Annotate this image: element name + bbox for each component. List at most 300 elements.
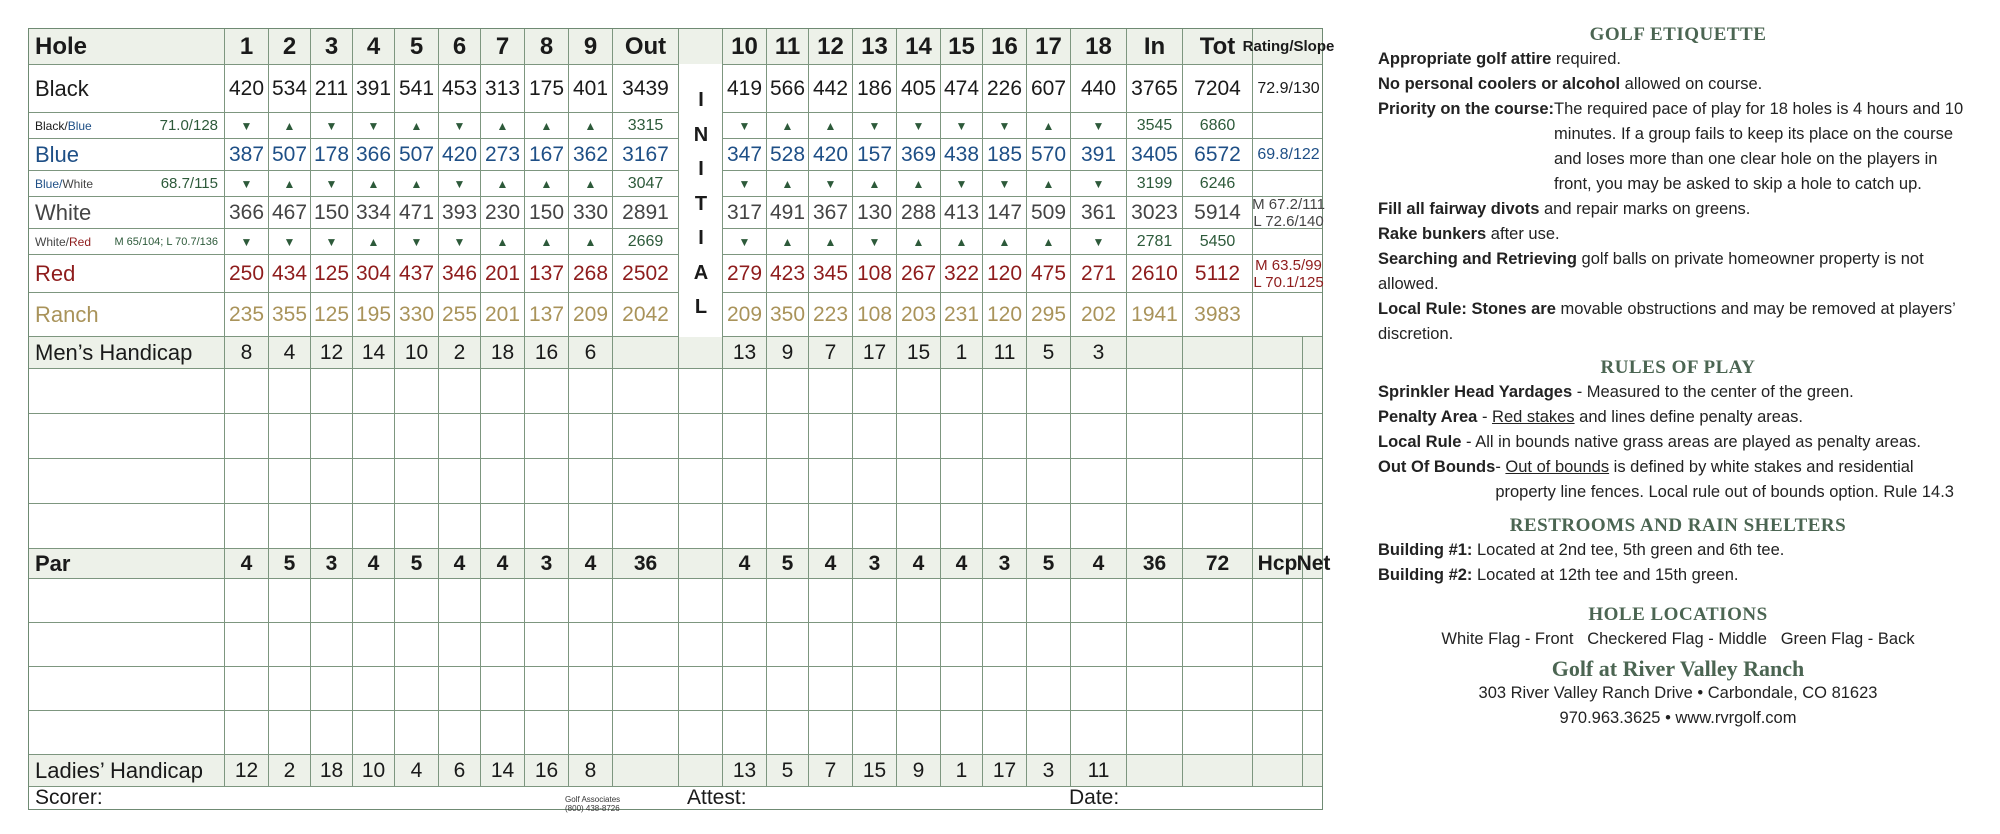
tot-yardage: 7204 <box>1183 65 1253 112</box>
score-entry-cell[interactable] <box>613 369 679 413</box>
empty-cell <box>613 337 679 368</box>
score-entry-cell[interactable] <box>1071 667 1127 710</box>
rules-panel <box>1378 22 1978 731</box>
tee-marker-icon <box>897 171 941 196</box>
score-entry-cell[interactable] <box>941 579 983 622</box>
score-entry-cell[interactable] <box>1303 369 1324 413</box>
score-entry-cell[interactable] <box>897 579 941 622</box>
handicap-value: 12 <box>311 337 353 368</box>
score-entry-cell[interactable] <box>853 711 897 754</box>
combo-tee-name <box>29 229 225 254</box>
yardage: 231 <box>941 293 983 336</box>
score-entry-cell[interactable] <box>311 459 353 503</box>
score-entry-cell[interactable] <box>225 667 269 710</box>
score-entry-cell[interactable] <box>525 579 569 622</box>
score-entry-cell[interactable] <box>29 459 225 503</box>
score-entry-cell[interactable] <box>1127 414 1183 458</box>
score-entry-cell[interactable] <box>897 623 941 666</box>
score-entry-cell[interactable] <box>1183 667 1253 710</box>
score-entry-cell[interactable] <box>1027 369 1071 413</box>
combo-tee-name <box>29 113 225 138</box>
score-entry-cell[interactable] <box>1127 711 1183 754</box>
score-entry-cell[interactable] <box>941 711 983 754</box>
score-entry-cell[interactable] <box>569 623 613 666</box>
initial-column-cell <box>679 667 723 710</box>
par-value: 3 <box>853 549 897 578</box>
hole-number: 7 <box>481 29 525 64</box>
score-entry-cell[interactable] <box>853 667 897 710</box>
tee-marker-icon <box>767 229 809 254</box>
score-entry-cell[interactable] <box>941 459 983 503</box>
score-entry-cell[interactable] <box>767 414 809 458</box>
score-entry-cell[interactable] <box>1303 667 1324 710</box>
score-entry-cell[interactable] <box>613 623 679 666</box>
score-entry-cell[interactable] <box>525 711 569 754</box>
score-entry-cell[interactable] <box>569 414 613 458</box>
score-entry-cell[interactable] <box>569 369 613 413</box>
score-entry-cell[interactable] <box>941 504 983 548</box>
score-entry-cell[interactable] <box>809 623 853 666</box>
hole-header: Hole <box>29 29 225 64</box>
score-entry-cell[interactable] <box>1303 414 1324 458</box>
score-entry-row <box>29 414 1322 459</box>
score-entry-cell[interactable] <box>723 579 767 622</box>
score-entry-cell[interactable] <box>269 369 311 413</box>
score-entry-cell[interactable] <box>983 414 1027 458</box>
score-entry-cell[interactable] <box>1127 623 1183 666</box>
score-entry-cell[interactable] <box>983 369 1027 413</box>
tee-marker-icon <box>1071 229 1127 254</box>
yardage: 317 <box>723 197 767 228</box>
yardage: 401 <box>569 65 613 112</box>
score-entry-cell[interactable] <box>1303 504 1324 548</box>
score-entry-cell[interactable] <box>1127 579 1183 622</box>
yardage: 125 <box>311 255 353 292</box>
score-entry-cell[interactable] <box>1303 579 1324 622</box>
score-entry-cell[interactable] <box>853 459 897 503</box>
score-entry-cell[interactable] <box>897 459 941 503</box>
yardage: 437 <box>395 255 439 292</box>
score-entry-cell[interactable] <box>853 623 897 666</box>
tee-marker-icon <box>269 171 311 196</box>
score-entry-cell[interactable] <box>983 623 1027 666</box>
hole-number: 10 <box>723 29 767 64</box>
score-entry-cell[interactable] <box>1303 711 1324 754</box>
score-entry-cell[interactable] <box>569 711 613 754</box>
score-entry-cell[interactable] <box>723 623 767 666</box>
handicap-value: 3 <box>1027 755 1071 786</box>
score-entry-cell[interactable] <box>809 711 853 754</box>
score-entry-cell[interactable] <box>269 623 311 666</box>
rule-out-of-bounds: Out Of Bounds - Out of bounds is defined by white stakes and residential property line fences. Local rule out of bounds option. Rule 14.3 <box>1378 458 1954 501</box>
score-entry-cell[interactable] <box>311 504 353 548</box>
score-entry-cell[interactable] <box>767 579 809 622</box>
score-entry-cell[interactable] <box>439 579 481 622</box>
score-entry-cell[interactable] <box>1253 711 1303 754</box>
score-entry-cell[interactable] <box>525 459 569 503</box>
handicap-value: 16 <box>525 755 569 786</box>
initial-column-cell <box>679 504 723 548</box>
score-entry-cell[interactable] <box>1253 369 1303 413</box>
tee-marker-icon <box>353 229 395 254</box>
score-entry-cell[interactable] <box>29 504 225 548</box>
score-entry-cell[interactable] <box>481 623 525 666</box>
score-entry-cell[interactable] <box>29 667 225 710</box>
score-entry-cell[interactable] <box>897 711 941 754</box>
score-entry-cell[interactable] <box>613 711 679 754</box>
par-value: 5 <box>1027 549 1071 578</box>
score-entry-cell[interactable] <box>439 667 481 710</box>
yardage: 313 <box>481 65 525 112</box>
score-entry-cell[interactable] <box>723 711 767 754</box>
handicap-value: 5 <box>767 755 809 786</box>
score-entry-cell[interactable] <box>1183 414 1253 458</box>
score-entry-cell[interactable] <box>1183 504 1253 548</box>
score-entry-cell[interactable] <box>941 623 983 666</box>
handicap-value: 18 <box>311 755 353 786</box>
score-entry-cell[interactable] <box>613 414 679 458</box>
score-entry-cell[interactable] <box>481 414 525 458</box>
score-entry-cell[interactable] <box>269 504 311 548</box>
score-entry-cell[interactable] <box>983 579 1027 622</box>
score-entry-cell[interactable] <box>1027 711 1071 754</box>
yardage: 157 <box>853 139 897 170</box>
score-entry-cell[interactable] <box>395 414 439 458</box>
tee-marker-icon <box>723 171 767 196</box>
score-entry-cell[interactable] <box>1253 623 1303 666</box>
score-entry-cell[interactable] <box>897 504 941 548</box>
score-entry-cell[interactable] <box>439 504 481 548</box>
score-entry-cell[interactable] <box>809 369 853 413</box>
score-entry-cell[interactable] <box>353 414 395 458</box>
score-entry-cell[interactable] <box>1071 579 1127 622</box>
score-entry-cell[interactable] <box>353 623 395 666</box>
score-entry-cell[interactable] <box>269 579 311 622</box>
score-entry-cell[interactable] <box>983 504 1027 548</box>
rule-coolers: No personal coolers or alcohol allowed on course. <box>1378 75 1763 93</box>
score-entry-cell[interactable] <box>525 414 569 458</box>
yardage: 541 <box>395 65 439 112</box>
combo-row-white_red <box>29 229 1322 255</box>
combo-tot: 6860 <box>1183 113 1253 138</box>
score-entry-cell[interactable] <box>767 623 809 666</box>
score-entry-row <box>29 623 1322 667</box>
yardage: 420 <box>225 65 269 112</box>
par-out: 36 <box>613 549 679 578</box>
tee-marker-icon <box>767 171 809 196</box>
score-entry-cell[interactable] <box>613 504 679 548</box>
score-entry-cell[interactable] <box>767 369 809 413</box>
yardage: 288 <box>897 197 941 228</box>
score-entry-cell[interactable] <box>225 459 269 503</box>
score-entry-cell[interactable] <box>853 369 897 413</box>
score-entry-cell[interactable] <box>269 459 311 503</box>
yardage: 150 <box>525 197 569 228</box>
score-entry-cell[interactable] <box>439 459 481 503</box>
scorecard <box>28 28 1335 813</box>
score-entry-cell[interactable] <box>29 623 225 666</box>
out-yardage: 3167 <box>613 139 679 170</box>
score-entry-cell[interactable] <box>723 504 767 548</box>
score-entry-cell[interactable] <box>1071 504 1127 548</box>
attest-label: Attest: <box>687 785 747 809</box>
score-entry-cell[interactable] <box>1071 414 1127 458</box>
score-entry-cell[interactable] <box>941 414 983 458</box>
yardage: 120 <box>983 293 1027 336</box>
score-entry-cell[interactable] <box>1183 623 1253 666</box>
score-entry-cell[interactable] <box>983 459 1027 503</box>
score-entry-cell[interactable] <box>983 667 1027 710</box>
handicap-value: 13 <box>723 337 767 368</box>
score-entry-cell[interactable] <box>1183 711 1253 754</box>
score-entry-cell[interactable] <box>525 504 569 548</box>
handicap-value: 5 <box>1027 337 1071 368</box>
score-entry-cell[interactable] <box>809 667 853 710</box>
score-entry-cell[interactable] <box>1253 504 1303 548</box>
score-entry-cell[interactable] <box>311 369 353 413</box>
score-entry-cell[interactable] <box>225 414 269 458</box>
score-entry-cell[interactable] <box>395 369 439 413</box>
score-entry-cell[interactable] <box>311 711 353 754</box>
score-entry-cell[interactable] <box>481 711 525 754</box>
tee-marker-icon <box>809 113 853 138</box>
rule-divots: Fill all fairway divots and repair marks on greens. <box>1378 200 1751 218</box>
tee-marker-icon <box>439 171 481 196</box>
tee-marker-icon <box>1027 171 1071 196</box>
score-entry-cell[interactable] <box>569 459 613 503</box>
tee-marker-icon <box>983 229 1027 254</box>
score-entry-cell[interactable] <box>1253 459 1303 503</box>
yardage: 366 <box>353 139 395 170</box>
score-entry-cell[interactable] <box>767 711 809 754</box>
yardage: 434 <box>269 255 311 292</box>
score-entry-cell[interactable] <box>439 369 481 413</box>
par-value: 4 <box>569 549 613 578</box>
score-entry-cell[interactable] <box>269 711 311 754</box>
score-entry-cell[interactable] <box>225 579 269 622</box>
score-entry-cell[interactable] <box>723 667 767 710</box>
score-entry-cell[interactable] <box>767 459 809 503</box>
yardage: 330 <box>569 197 613 228</box>
score-entry-cell[interactable] <box>311 579 353 622</box>
rating-slope-empty <box>1253 229 1324 254</box>
combo-row-black_blue <box>29 113 1322 139</box>
score-entry-cell[interactable] <box>353 369 395 413</box>
score-entry-cell[interactable] <box>353 667 395 710</box>
out-yardage: 2042 <box>613 293 679 336</box>
score-entry-cell[interactable] <box>225 711 269 754</box>
score-entry-cell[interactable] <box>1253 414 1303 458</box>
score-entry-cell[interactable] <box>1183 369 1253 413</box>
score-entry-row <box>29 459 1322 504</box>
score-entry-cell[interactable] <box>1071 459 1127 503</box>
score-entry-cell[interactable] <box>353 579 395 622</box>
score-entry-cell[interactable] <box>941 667 983 710</box>
initial-column-cell <box>679 579 723 622</box>
score-entry-cell[interactable] <box>481 667 525 710</box>
score-entry-cell[interactable] <box>809 414 853 458</box>
score-entry-cell[interactable] <box>29 369 225 413</box>
score-entry-cell[interactable] <box>1027 579 1071 622</box>
combo-tot: 6246 <box>1183 171 1253 196</box>
score-entry-cell[interactable] <box>311 414 353 458</box>
score-entry-cell[interactable] <box>439 711 481 754</box>
score-entry-cell[interactable] <box>1027 623 1071 666</box>
score-entry-cell[interactable] <box>353 504 395 548</box>
score-entry-cell[interactable] <box>569 579 613 622</box>
tee-name: Black <box>29 65 225 112</box>
score-entry-cell[interactable] <box>395 667 439 710</box>
tee-marker-icon <box>1071 171 1127 196</box>
score-entry-cell[interactable] <box>225 504 269 548</box>
score-entry-cell[interactable] <box>723 414 767 458</box>
score-entry-cell[interactable] <box>525 623 569 666</box>
score-entry-cell[interactable] <box>1027 459 1071 503</box>
tee-marker-icon <box>311 171 353 196</box>
combo-in: 2781 <box>1127 229 1183 254</box>
rule-sprinkler: Sprinkler Head Yardages - Measured to the center of the green. <box>1378 383 1854 401</box>
score-entry-cell[interactable] <box>1127 667 1183 710</box>
score-entry-cell[interactable] <box>439 623 481 666</box>
score-entry-cell[interactable] <box>1027 414 1071 458</box>
score-entry-cell[interactable] <box>395 579 439 622</box>
score-entry-cell[interactable] <box>723 459 767 503</box>
score-entry-cell[interactable] <box>809 459 853 503</box>
tee-marker-icon <box>941 113 983 138</box>
tee-marker-icon <box>439 229 481 254</box>
score-entry-cell[interactable] <box>853 579 897 622</box>
row-label: Men’s Handicap <box>29 337 225 368</box>
score-entry-cell[interactable] <box>353 711 395 754</box>
yardage: 167 <box>525 139 569 170</box>
score-entry-cell[interactable] <box>983 711 1027 754</box>
score-entry-cell[interactable] <box>225 369 269 413</box>
yardage: 250 <box>225 255 269 292</box>
score-entry-cell[interactable] <box>311 623 353 666</box>
score-entry-cell[interactable] <box>941 369 983 413</box>
score-entry-cell[interactable] <box>1027 504 1071 548</box>
score-entry-cell[interactable] <box>1183 459 1253 503</box>
score-entry-cell[interactable] <box>481 369 525 413</box>
score-entry-cell[interactable] <box>395 623 439 666</box>
rating-ladies: L 70.1/125 <box>1253 273 1324 291</box>
score-entry-cell[interactable] <box>613 579 679 622</box>
rating-ladies: L 72.6/140 <box>1253 212 1324 230</box>
par-value: 3 <box>525 549 569 578</box>
score-entry-cell[interactable] <box>29 579 225 622</box>
score-entry-cell[interactable] <box>1071 623 1127 666</box>
handicap-value: 10 <box>395 337 439 368</box>
yardage: 137 <box>525 255 569 292</box>
combo-tot: 5450 <box>1183 229 1253 254</box>
score-entry-cell[interactable] <box>395 711 439 754</box>
score-entry-cell[interactable] <box>1127 459 1183 503</box>
score-entry-cell[interactable] <box>439 414 481 458</box>
combo-name-b: Red <box>69 234 92 249</box>
yardage: 369 <box>897 139 941 170</box>
score-entry-cell[interactable] <box>225 623 269 666</box>
score-entry-cell[interactable] <box>1071 711 1127 754</box>
score-entry-cell[interactable] <box>897 667 941 710</box>
score-entry-cell[interactable] <box>767 667 809 710</box>
initial-column-cell <box>679 711 723 754</box>
tee-row-white <box>29 195 1325 230</box>
score-entry-cell[interactable] <box>1127 369 1183 413</box>
score-entry-cell[interactable] <box>897 369 941 413</box>
score-entry-cell[interactable] <box>353 459 395 503</box>
score-entry-cell[interactable] <box>897 414 941 458</box>
par-value: 4 <box>439 549 481 578</box>
score-entry-cell[interactable] <box>269 667 311 710</box>
score-entry-cell[interactable] <box>525 667 569 710</box>
score-entry-cell[interactable] <box>1303 459 1324 503</box>
score-entry-cell[interactable] <box>809 504 853 548</box>
handicap-value: 4 <box>269 337 311 368</box>
score-entry-cell[interactable] <box>1127 504 1183 548</box>
yardage: 347 <box>723 139 767 170</box>
score-entry-cell[interactable] <box>1183 579 1253 622</box>
tee-marker-icon <box>525 113 569 138</box>
tee-marker-icon <box>941 171 983 196</box>
tee-name: Blue <box>29 139 225 170</box>
score-entry-cell[interactable] <box>723 369 767 413</box>
score-entry-cell[interactable] <box>481 504 525 548</box>
tee-marker-icon <box>269 229 311 254</box>
score-entry-cell[interactable] <box>569 504 613 548</box>
row-label: Ladies’ Handicap <box>29 755 225 786</box>
in-header: In <box>1127 29 1183 64</box>
score-entry-cell[interactable] <box>395 504 439 548</box>
initial-column-cell <box>679 549 723 578</box>
score-entry-cell[interactable] <box>853 414 897 458</box>
score-entry-cell[interactable] <box>311 667 353 710</box>
score-entry-cell[interactable] <box>613 667 679 710</box>
tee-name: White <box>29 197 225 228</box>
score-entry-cell[interactable] <box>1253 579 1303 622</box>
score-entry-cell[interactable] <box>809 579 853 622</box>
building-1: Building #1: Located at 2nd tee, 5th green and 6th tee. <box>1378 541 1785 559</box>
score-entry-cell[interactable] <box>29 711 225 754</box>
score-entry-cell[interactable] <box>1303 623 1324 666</box>
score-entry-cell[interactable] <box>1253 667 1303 710</box>
yardage: 366 <box>225 197 269 228</box>
yardage: 271 <box>1071 255 1127 292</box>
score-entry-cell[interactable] <box>525 369 569 413</box>
yardage: 279 <box>723 255 767 292</box>
hole-number: 17 <box>1027 29 1071 64</box>
score-entry-cell[interactable] <box>1071 369 1127 413</box>
score-entry-cell[interactable] <box>481 579 525 622</box>
yardage: 391 <box>1071 139 1127 170</box>
score-entry-cell[interactable] <box>1027 667 1071 710</box>
score-entry-cell[interactable] <box>853 504 897 548</box>
score-entry-cell[interactable] <box>569 667 613 710</box>
score-entry-cell[interactable] <box>481 459 525 503</box>
score-entry-cell[interactable] <box>395 459 439 503</box>
printer-credit <box>565 795 620 813</box>
handicap-value: 11 <box>1071 755 1127 786</box>
score-entry-cell[interactable] <box>29 414 225 458</box>
tee-marker-icon <box>225 113 269 138</box>
yardage: 137 <box>525 293 569 336</box>
score-entry-cell[interactable] <box>767 504 809 548</box>
score-entry-cell[interactable] <box>613 459 679 503</box>
score-entry-cell[interactable] <box>269 414 311 458</box>
empty-cell <box>1183 755 1253 786</box>
par-value: 4 <box>809 549 853 578</box>
yardage: 566 <box>767 65 809 112</box>
yardage: 150 <box>311 197 353 228</box>
